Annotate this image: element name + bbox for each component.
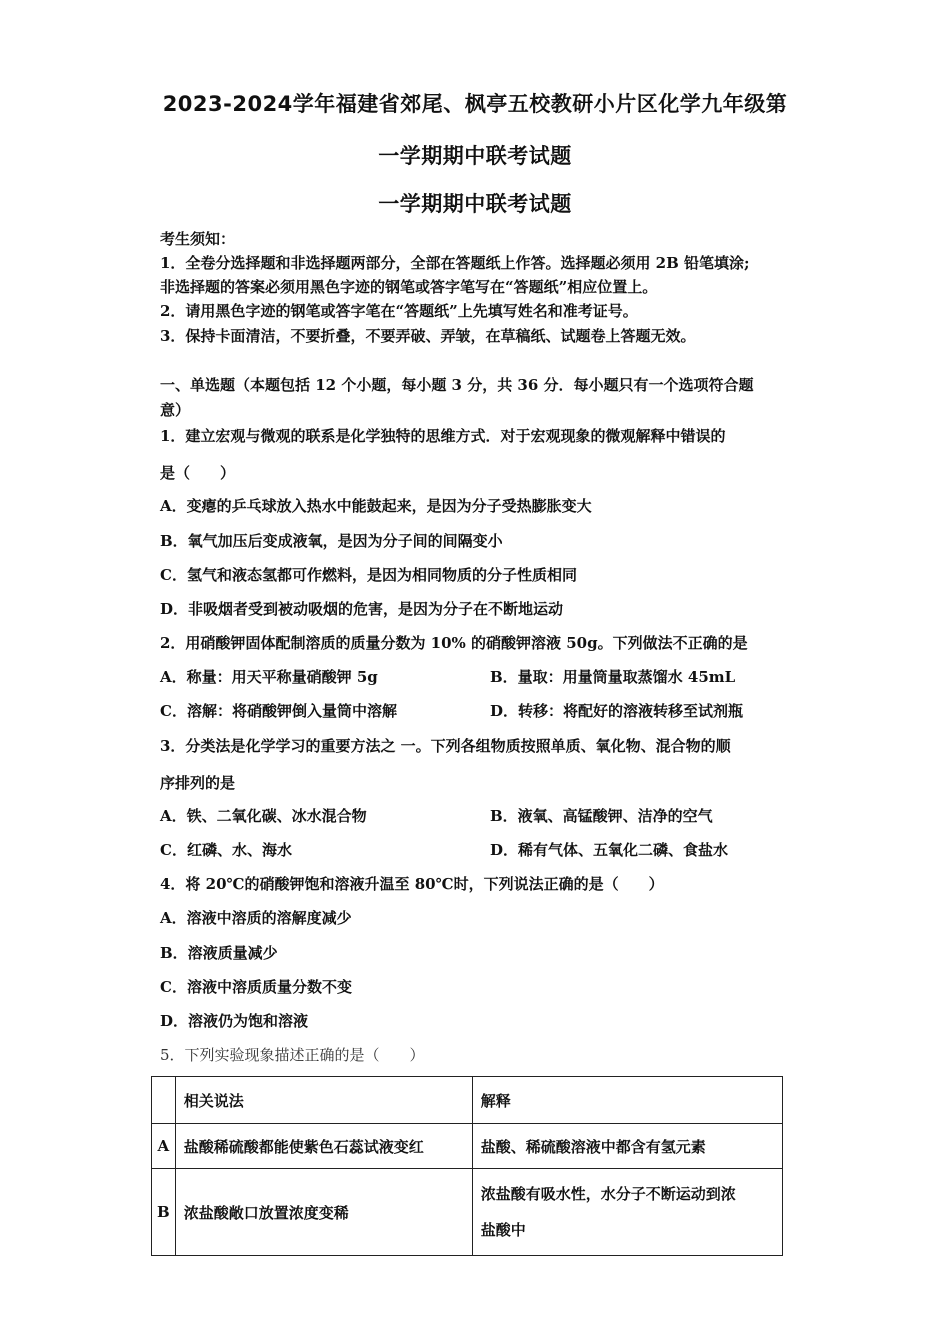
section-heading: 一、单选题（本题包括 12 个小题，每小题 3 分，共 36 分．每小题只有一个选项符合题 [160, 376, 754, 394]
table-cell: 浓盐酸敞口放置浓度变稀 [175, 1169, 472, 1256]
table-header-cell: 解释 [472, 1077, 782, 1124]
question-3-option-a: A．铁、二氧化碳、冰水混合物 [160, 807, 367, 825]
table-row [152, 1124, 783, 1169]
question-5-stem: 5．下列实验现象描述正确的是（ ） [160, 1046, 425, 1064]
question-3-option-d: D．稀有气体、五氧化二磷、食盐水 [490, 841, 729, 859]
table-header-cell [152, 1077, 176, 1124]
table-cell: 盐酸、稀硫酸溶液中都含有氢元素 [472, 1124, 782, 1169]
section-heading-cont: 意） [160, 401, 191, 419]
question-3-option-c: C．红磷、水、海水 [160, 841, 292, 859]
question-4-option-c: C．溶液中溶质质量分数不变 [160, 978, 352, 996]
table-cell: 盐酸稀硫酸都能使紫色石蕊试液变红 [175, 1124, 472, 1169]
table-cell [472, 1169, 782, 1256]
question-3-stem: 3．分类法是化学学习的重要方法之 一。下列各组物质按照单质、氧化物、混合物的顺 [160, 737, 731, 755]
table-row [152, 1169, 783, 1256]
question-2-stem: 2．用硝酸钾固体配制溶质的质量分数为 10% 的硝酸钾溶液 50g。下列做法不正确的是 [160, 634, 748, 652]
notice-item-1: 1．全卷分选择题和非选择题两部分，全部在答题纸上作答。选择题必须用 2B 铅笔填涂; [160, 254, 750, 272]
table-header-row [152, 1077, 783, 1124]
table-cell: A [152, 1124, 176, 1169]
question-2-option-d: D．转移：将配好的溶液转移至试剂瓶 [490, 702, 744, 720]
question-1-option-a: A．变瘪的乒乓球放入热水中能鼓起来，是因为分子受热膨胀变大 [160, 497, 592, 515]
question-1-stem-cont: 是（ ） [160, 464, 236, 482]
question-5-table [151, 1076, 783, 1256]
question-1-stem: 1．建立宏观与微观的联系是化学独特的思维方式．对于宏观现象的微观解释中错误的 [160, 427, 726, 445]
question-4-option-d: D．溶液仍为饱和溶液 [160, 1012, 309, 1030]
exam-title-line-2: 一学期期中联考试题 [378, 144, 572, 168]
table-cell: B [152, 1169, 176, 1256]
question-3-stem-cont: 序排列的是 [160, 774, 236, 792]
question-2-option-a: A．称量：用天平称量硝酸钾 5g [160, 668, 378, 686]
question-1-option-b: B．氧气加压后变成液氧，是因为分子间的间隔变小 [160, 532, 503, 550]
notice-heading: 考生须知： [160, 230, 236, 248]
notice-item-2: 2．请用黑色字迹的钢笔或答字笔在“答题纸”上先填写姓名和准考证号。 [160, 302, 638, 320]
question-4-option-a: A．溶液中溶质的溶解度减少 [160, 909, 352, 927]
table-cell-line: 盐酸中 [480, 1221, 526, 1239]
question-4-option-b: B．溶液质量减少 [160, 944, 278, 962]
notice-item-3: 3．保持卡面清洁，不要折叠，不要弄破、弄皱，在草稿纸、试题卷上答题无效。 [160, 327, 696, 345]
table-cell-line: 浓盐酸有吸水性，水分子不断运动到浓 [480, 1185, 736, 1203]
question-2-option-b: B．量取：用量筒量取蒸馏水 45mL [490, 668, 736, 686]
exam-title-line-1: 2023-2024学年福建省郊尾、枫亭五校教研小片区化学九年级第 [162, 92, 788, 116]
table-header-cell: 相关说法 [175, 1077, 472, 1124]
notice-item-1-cont: 非选择题的答案必须用黑色字迹的钢笔或答字笔写在“答题纸”相应位置上。 [160, 278, 658, 296]
question-2-option-c: C．溶解：将硝酸钾倒入量筒中溶解 [160, 702, 397, 720]
question-1-option-c: C．氢气和液态氢都可作燃料，是因为相同物质的分子性质相同 [160, 566, 577, 584]
question-3-option-b: B．液氧、高锰酸钾、洁净的空气 [490, 807, 713, 825]
question-1-option-d: D．非吸烟者受到被动吸烟的危害，是因为分子在不断地运动 [160, 600, 564, 618]
question-4-stem: 4．将 20℃的硝酸钾饱和溶液升温至 80℃时，下列说法正确的是（ ） [160, 875, 664, 893]
exam-title-line-3: 一学期期中联考试题 [378, 192, 572, 216]
